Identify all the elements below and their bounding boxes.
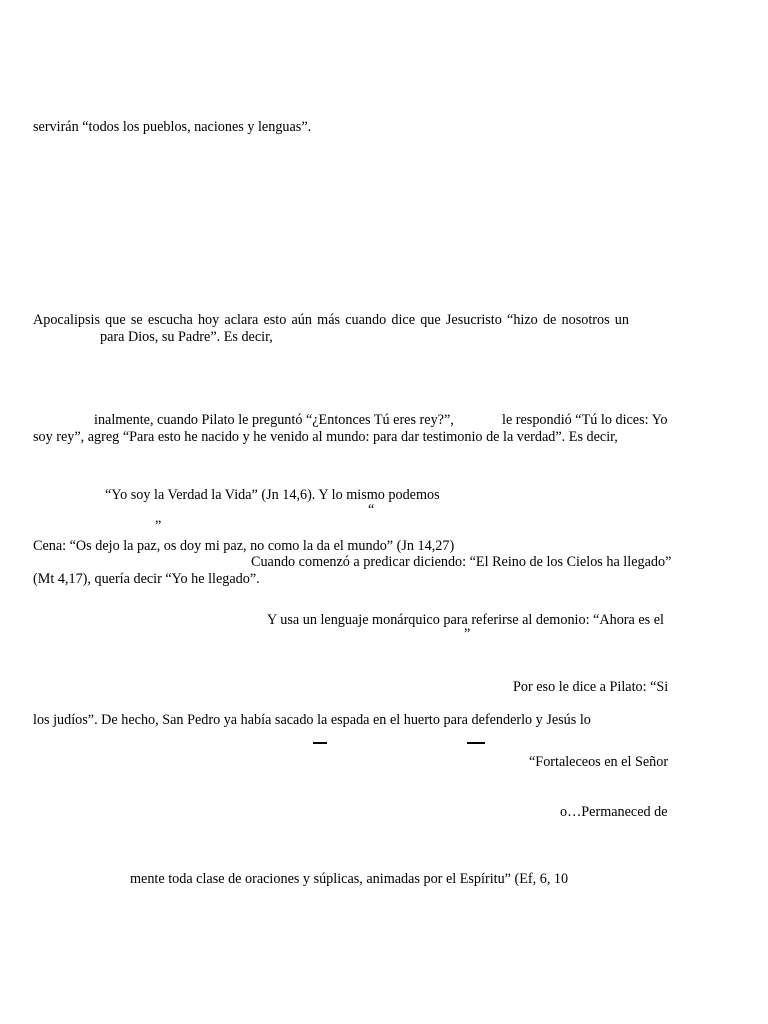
text-line-3: para Dios, su Padre”. Es decir, [100,329,273,345]
text-line-6: soy rey”, agreg “Para esto he nacido y he venido al mundo: para dar testimonio de la verdad”. Es decir, [33,429,618,445]
text-line-12: Por eso le dice a Pilato: “Si [513,679,669,695]
dash-mark [313,742,327,744]
text-line-11: Y usa un lenguaje monárquico para referirse al demonio: “Ahora es el [267,612,664,628]
close-quote-mark-2: ” [464,626,471,642]
text-line-8: Cena: “Os dejo la paz, os doy mi paz, no como la da el mundo” (Jn 14,27) [33,538,455,554]
text-line-13: los judíos”. De hecho, San Pedro ya había sacado la espada en el huerto para defenderlo y Jesús lo [33,712,591,728]
text-line-2: Apocalipsis que se escucha hoy aclara esto aún más cuando dice que Jesucristo “hizo de nosotros un [33,312,629,328]
text-line-9: Cuando comenzó a predicar diciendo: “El Reino de los Cielos ha llegado” [251,554,672,570]
text-line-1: servirán “todos los pueblos, naciones y lenguas”. [33,119,312,135]
dash-mark [467,742,485,744]
text-line-14: “Fortaleceos en el Señor [529,754,669,770]
text-line-4: inalmente, cuando Pilato le preguntó “¿Entonces Tú eres rey?”, [94,412,454,428]
text-line-5: le respondió “Tú lo dices: Yo [502,412,668,428]
text-line-16: mente toda clase de oraciones y súplicas, animadas por el Espíritu” (Ef, 6, 10 [130,871,569,887]
text-line-15: o…Permaneced de [560,804,668,820]
text-line-10: (Mt 4,17), quería decir “Yo he llegado”. [33,571,260,587]
open-quote-mark: “ [368,502,375,518]
close-quote-mark: ” [155,518,162,534]
text-line-7: “Yo soy la Verdad la Vida” (Jn 14,6). Y lo mismo podemos [105,487,440,503]
